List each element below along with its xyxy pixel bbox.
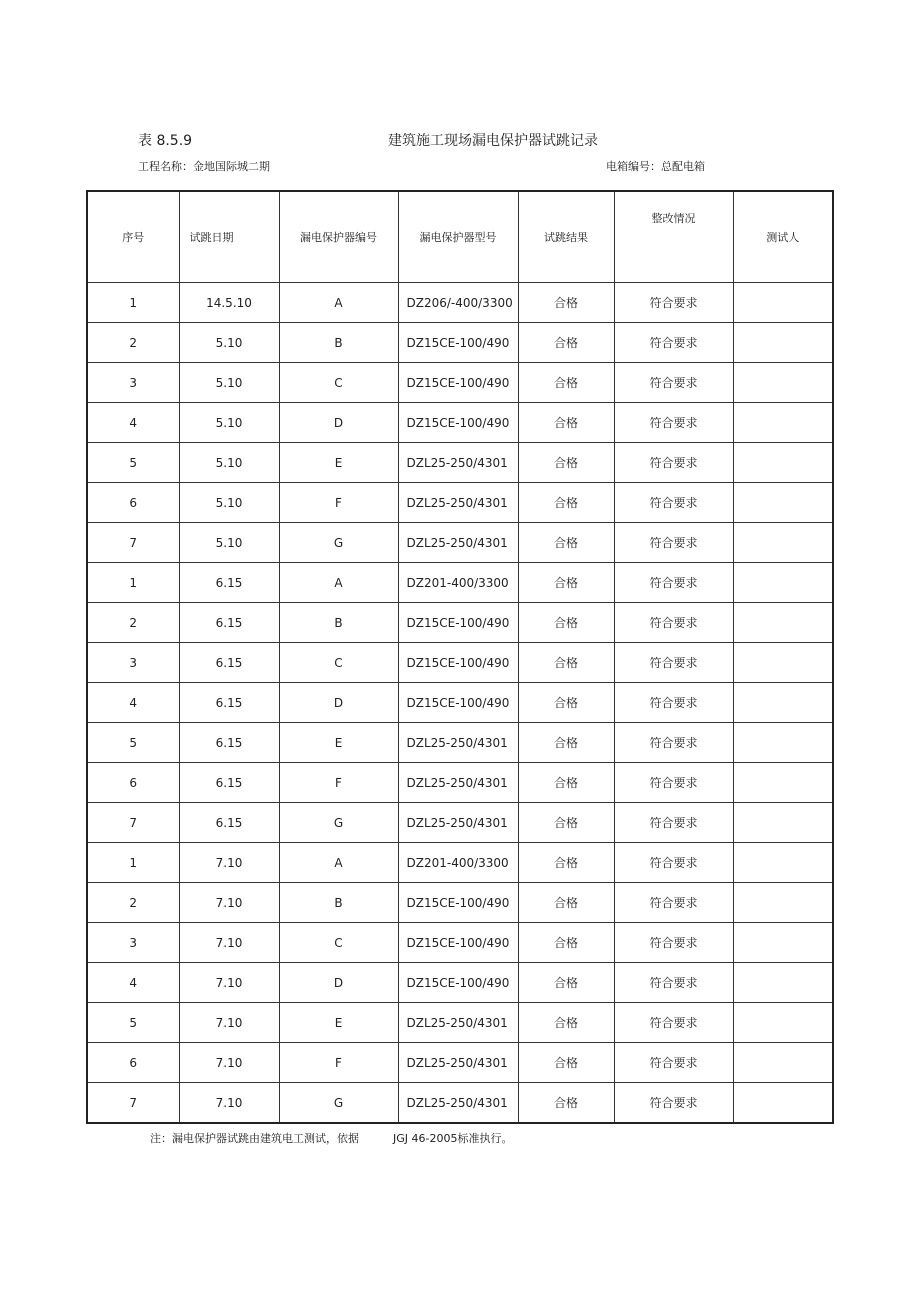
- table-row: [87, 643, 833, 683]
- cell-result: 合格: [518, 803, 614, 843]
- cell-date: 5.10: [179, 323, 279, 363]
- cell-breaker-model: DZ15CE-100/490: [398, 363, 518, 403]
- cell-breaker-id: E: [279, 443, 398, 483]
- cell-tester: [733, 1003, 833, 1043]
- cell-rectification: 符合要求: [614, 763, 733, 803]
- cell-date: 6.15: [179, 763, 279, 803]
- cell-rectification: 符合要求: [614, 403, 733, 443]
- cell-rectification: 符合要求: [614, 443, 733, 483]
- table-row: [87, 363, 833, 403]
- cell-no: 7: [87, 803, 179, 843]
- cell-no: 6: [87, 1043, 179, 1083]
- cell-no: 3: [87, 643, 179, 683]
- cell-breaker-id: F: [279, 763, 398, 803]
- table-row: [87, 683, 833, 723]
- table-row: [87, 923, 833, 963]
- cell-result: 合格: [518, 1043, 614, 1083]
- cell-breaker-id: E: [279, 723, 398, 763]
- cell-date: 5.10: [179, 483, 279, 523]
- table-row: [87, 1083, 833, 1124]
- cell-rectification: 符合要求: [614, 1043, 733, 1083]
- page-title: 建筑施工现场漏电保护器试跳记录: [388, 133, 598, 149]
- cell-no: 1: [87, 843, 179, 883]
- cell-no: 5: [87, 1003, 179, 1043]
- table-row: [87, 803, 833, 843]
- cell-date: 7.10: [179, 883, 279, 923]
- cell-date: 7.10: [179, 1003, 279, 1043]
- cell-result: 合格: [518, 1003, 614, 1043]
- cell-result: 合格: [518, 443, 614, 483]
- cell-breaker-model: DZL25-250/4301: [398, 1003, 518, 1043]
- cell-rectification: 符合要求: [614, 483, 733, 523]
- cell-no: 5: [87, 443, 179, 483]
- cell-no: 4: [87, 963, 179, 1003]
- cell-result: 合格: [518, 483, 614, 523]
- cell-tester: [733, 723, 833, 763]
- cell-breaker-id: G: [279, 523, 398, 563]
- cell-result: 合格: [518, 523, 614, 563]
- cell-result: 合格: [518, 843, 614, 883]
- cell-no: 6: [87, 763, 179, 803]
- cell-rectification: 符合要求: [614, 563, 733, 603]
- cell-tester: [733, 843, 833, 883]
- cell-rectification: 符合要求: [614, 1083, 733, 1124]
- cell-no: 2: [87, 883, 179, 923]
- table-row: [87, 283, 833, 323]
- cell-breaker-model: DZ206/-400/3300: [398, 283, 518, 323]
- cell-rectification: 符合要求: [614, 843, 733, 883]
- cell-breaker-id: G: [279, 803, 398, 843]
- cell-breaker-model: DZ15CE-100/490: [398, 643, 518, 683]
- cell-date: 6.15: [179, 603, 279, 643]
- cell-tester: [733, 923, 833, 963]
- cell-date: 7.10: [179, 923, 279, 963]
- cell-date: 5.10: [179, 443, 279, 483]
- cell-breaker-id: B: [279, 883, 398, 923]
- cell-rectification: 符合要求: [614, 723, 733, 763]
- cell-result: 合格: [518, 643, 614, 683]
- test-record-table: [86, 190, 834, 1124]
- cell-date: 7.10: [179, 963, 279, 1003]
- col-header-breaker-id: 漏电保护器编号: [279, 191, 398, 283]
- cell-breaker-id: C: [279, 923, 398, 963]
- col-header-no: 序号: [87, 191, 179, 283]
- cell-rectification: 符合要求: [614, 683, 733, 723]
- cell-date: 6.15: [179, 563, 279, 603]
- cell-tester: [733, 483, 833, 523]
- cell-date: 6.15: [179, 683, 279, 723]
- cell-breaker-id: C: [279, 363, 398, 403]
- cell-rectification: 符合要求: [614, 923, 733, 963]
- col-header-breaker-model: 漏电保护器型号: [398, 191, 518, 283]
- cell-result: 合格: [518, 883, 614, 923]
- cell-rectification: 符合要求: [614, 883, 733, 923]
- table-row: [87, 1003, 833, 1043]
- cell-breaker-id: F: [279, 483, 398, 523]
- cell-date: 6.15: [179, 723, 279, 763]
- table-row: [87, 323, 833, 363]
- cell-breaker-model: DZL25-250/4301: [398, 1083, 518, 1124]
- project-name: 工程名称：金地国际城二期: [138, 160, 270, 173]
- cell-breaker-id: D: [279, 403, 398, 443]
- cell-no: 4: [87, 683, 179, 723]
- cell-breaker-model: DZ15CE-100/490: [398, 923, 518, 963]
- cell-tester: [733, 643, 833, 683]
- cell-breaker-model: DZL25-250/4301: [398, 443, 518, 483]
- cell-breaker-model: DZL25-250/4301: [398, 1043, 518, 1083]
- table-row: [87, 723, 833, 763]
- cell-result: 合格: [518, 763, 614, 803]
- table-row: [87, 763, 833, 803]
- cell-rectification: 符合要求: [614, 603, 733, 643]
- cell-breaker-model: DZ15CE-100/490: [398, 683, 518, 723]
- cell-date: 6.15: [179, 643, 279, 683]
- cell-no: 2: [87, 323, 179, 363]
- cell-breaker-model: DZ15CE-100/490: [398, 603, 518, 643]
- cell-result: 合格: [518, 563, 614, 603]
- cell-no: 5: [87, 723, 179, 763]
- table-header-row: [87, 191, 833, 283]
- cell-breaker-id: A: [279, 843, 398, 883]
- cell-tester: [733, 523, 833, 563]
- cell-tester: [733, 963, 833, 1003]
- cell-breaker-id: A: [279, 283, 398, 323]
- cell-result: 合格: [518, 603, 614, 643]
- cell-result: 合格: [518, 1083, 614, 1124]
- cell-no: 3: [87, 923, 179, 963]
- cell-breaker-model: DZ15CE-100/490: [398, 323, 518, 363]
- table-row: [87, 483, 833, 523]
- cell-breaker-model: DZL25-250/4301: [398, 483, 518, 523]
- footnote: [150, 1130, 512, 1146]
- cell-tester: [733, 1083, 833, 1124]
- table-row: [87, 443, 833, 483]
- cell-breaker-model: DZ15CE-100/490: [398, 963, 518, 1003]
- footnote-standard: JGJ 46-2005标准执行。: [393, 1132, 513, 1145]
- cell-no: 3: [87, 363, 179, 403]
- cell-breaker-model: DZ201-400/3300: [398, 843, 518, 883]
- cell-date: 7.10: [179, 843, 279, 883]
- cell-date: 5.10: [179, 523, 279, 563]
- cell-tester: [733, 683, 833, 723]
- table-row: [87, 1043, 833, 1083]
- cell-rectification: 符合要求: [614, 963, 733, 1003]
- cell-tester: [733, 323, 833, 363]
- cell-tester: [733, 563, 833, 603]
- cell-breaker-model: DZ15CE-100/490: [398, 403, 518, 443]
- table-row: [87, 523, 833, 563]
- table-row: [87, 563, 833, 603]
- cell-date: 6.15: [179, 803, 279, 843]
- cell-no: 7: [87, 1083, 179, 1124]
- cell-no: 2: [87, 603, 179, 643]
- cell-rectification: 符合要求: [614, 643, 733, 683]
- cell-tester: [733, 443, 833, 483]
- table-row: [87, 963, 833, 1003]
- cell-result: 合格: [518, 283, 614, 323]
- cell-result: 合格: [518, 723, 614, 763]
- cell-breaker-id: F: [279, 1043, 398, 1083]
- distribution-box-number: 电箱编号：总配电箱: [606, 160, 705, 173]
- cell-tester: [733, 763, 833, 803]
- cell-breaker-id: B: [279, 323, 398, 363]
- cell-result: 合格: [518, 323, 614, 363]
- table-number: 表 8.5.9: [138, 133, 193, 149]
- cell-breaker-id: G: [279, 1083, 398, 1124]
- cell-breaker-model: DZL25-250/4301: [398, 803, 518, 843]
- cell-tester: [733, 603, 833, 643]
- cell-tester: [733, 803, 833, 843]
- col-header-result: 试跳结果: [518, 191, 614, 283]
- cell-rectification: 符合要求: [614, 363, 733, 403]
- cell-breaker-id: D: [279, 963, 398, 1003]
- cell-rectification: 符合要求: [614, 803, 733, 843]
- cell-breaker-model: DZ15CE-100/490: [398, 883, 518, 923]
- cell-rectification: 符合要求: [614, 1003, 733, 1043]
- cell-result: 合格: [518, 923, 614, 963]
- cell-tester: [733, 1043, 833, 1083]
- cell-date: 5.10: [179, 403, 279, 443]
- cell-breaker-id: A: [279, 563, 398, 603]
- cell-date: 14.5.10: [179, 283, 279, 323]
- cell-result: 合格: [518, 683, 614, 723]
- cell-no: 7: [87, 523, 179, 563]
- cell-date: 5.10: [179, 363, 279, 403]
- col-header-date: 试跳日期: [179, 191, 279, 283]
- cell-breaker-id: B: [279, 603, 398, 643]
- cell-breaker-model: DZ201-400/3300: [398, 563, 518, 603]
- table-row: [87, 603, 833, 643]
- cell-breaker-id: D: [279, 683, 398, 723]
- cell-breaker-model: DZL25-250/4301: [398, 763, 518, 803]
- cell-result: 合格: [518, 963, 614, 1003]
- table-row: [87, 883, 833, 923]
- cell-no: 1: [87, 283, 179, 323]
- cell-result: 合格: [518, 363, 614, 403]
- col-header-tester: 测试人: [733, 191, 833, 283]
- cell-no: 4: [87, 403, 179, 443]
- cell-rectification: 符合要求: [614, 323, 733, 363]
- footnote-text: 注：漏电保护器试跳由建筑电工测试，依据: [150, 1132, 359, 1145]
- cell-no: 6: [87, 483, 179, 523]
- cell-breaker-model: DZL25-250/4301: [398, 723, 518, 763]
- cell-tester: [733, 883, 833, 923]
- cell-result: 合格: [518, 403, 614, 443]
- cell-date: 7.10: [179, 1083, 279, 1124]
- col-header-rectification: 整改情况: [614, 191, 733, 283]
- cell-rectification: 符合要求: [614, 283, 733, 323]
- cell-tester: [733, 283, 833, 323]
- table-row: [87, 403, 833, 443]
- cell-tester: [733, 403, 833, 443]
- cell-tester: [733, 363, 833, 403]
- cell-no: 1: [87, 563, 179, 603]
- table-row: [87, 843, 833, 883]
- cell-breaker-id: E: [279, 1003, 398, 1043]
- cell-date: 7.10: [179, 1043, 279, 1083]
- cell-breaker-model: DZL25-250/4301: [398, 523, 518, 563]
- cell-rectification: 符合要求: [614, 523, 733, 563]
- cell-breaker-id: C: [279, 643, 398, 683]
